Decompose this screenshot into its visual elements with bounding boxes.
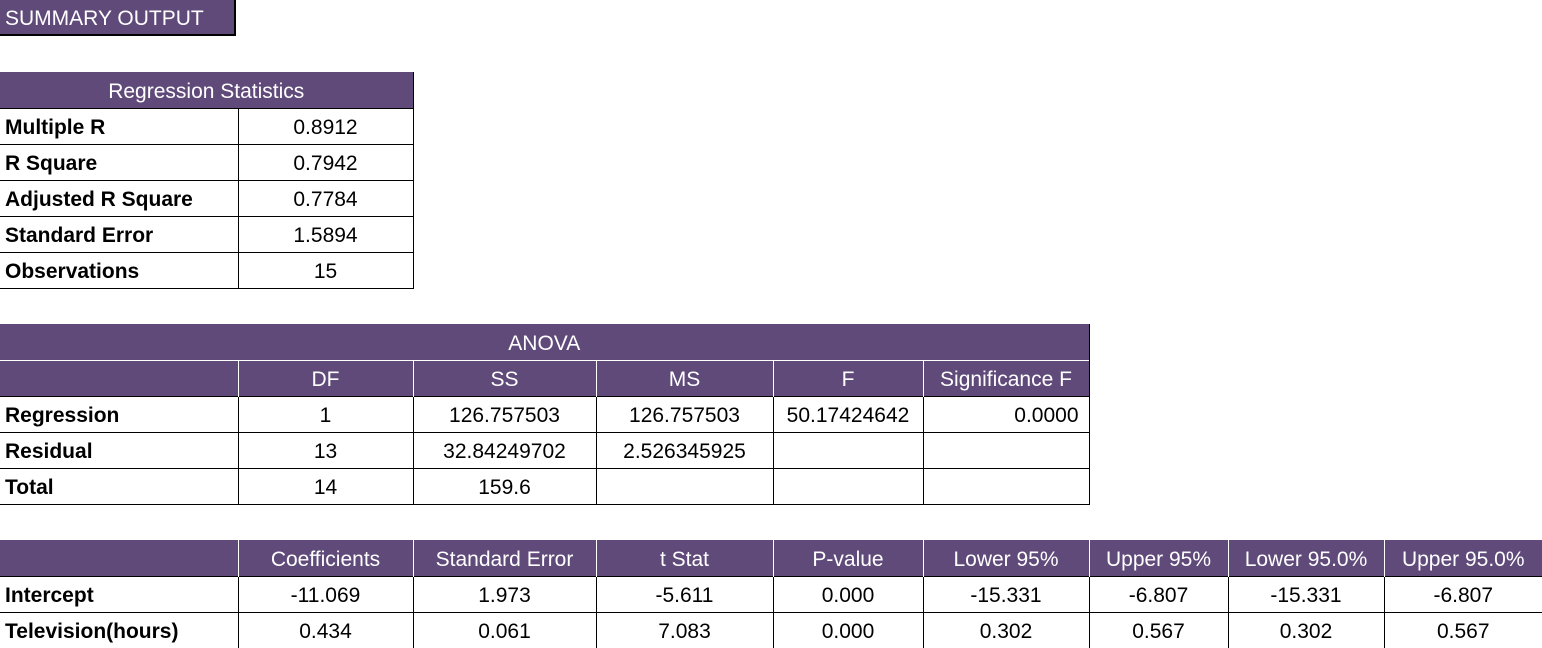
anova-cell bbox=[773, 468, 923, 504]
stat-label: Standard Error bbox=[0, 216, 238, 252]
anova-cell bbox=[773, 432, 923, 468]
anova-col-header: MS bbox=[596, 360, 773, 396]
stat-label: Observations bbox=[0, 252, 238, 288]
anova-cell: 2.526345925 bbox=[596, 432, 773, 468]
anova-row-label: Regression bbox=[0, 396, 238, 432]
table-row bbox=[0, 108, 413, 144]
coef-cell: 0.302 bbox=[923, 612, 1089, 648]
table-row bbox=[0, 396, 1089, 432]
anova-cell bbox=[923, 468, 1089, 504]
stat-label: Adjusted R Square bbox=[0, 180, 238, 216]
regression-statistics-header-row bbox=[0, 72, 413, 108]
table-row bbox=[0, 144, 413, 180]
coef-col-header: Coefficients bbox=[238, 540, 413, 576]
coef-cell: -6.807 bbox=[1384, 576, 1542, 612]
coefficients-corner-header bbox=[0, 540, 238, 576]
anova-cell: 126.757503 bbox=[596, 396, 773, 432]
table-row bbox=[0, 468, 1089, 504]
table-row bbox=[0, 612, 1542, 648]
anova-header-row bbox=[0, 360, 1089, 396]
anova-cell: 159.6 bbox=[413, 468, 596, 504]
coefficients-table bbox=[0, 540, 1542, 648]
stat-value: 1.5894 bbox=[238, 216, 413, 252]
coef-col-header: Lower 95% bbox=[923, 540, 1089, 576]
stat-value: 0.7942 bbox=[238, 144, 413, 180]
stat-label: R Square bbox=[0, 144, 238, 180]
coef-cell: 0.061 bbox=[413, 612, 596, 648]
anova-col-header: DF bbox=[238, 360, 413, 396]
table-row bbox=[0, 180, 413, 216]
anova-col-header: SS bbox=[413, 360, 596, 396]
anova-corner-header bbox=[0, 360, 238, 396]
coefficients-header-row bbox=[0, 540, 1542, 576]
anova-col-header: Significance F bbox=[923, 360, 1089, 396]
stat-label: Multiple R bbox=[0, 108, 238, 144]
regression-statistics-table bbox=[0, 72, 414, 289]
coef-col-header: Upper 95% bbox=[1089, 540, 1228, 576]
anova-title-row bbox=[0, 324, 1089, 360]
table-row bbox=[0, 252, 413, 288]
coef-row-label: Intercept bbox=[0, 576, 238, 612]
coef-cell: 0.302 bbox=[1228, 612, 1384, 648]
table-row bbox=[0, 432, 1089, 468]
coef-cell: -11.069 bbox=[238, 576, 413, 612]
anova-cell: 0.0000 bbox=[923, 396, 1089, 432]
coef-col-header: P-value bbox=[773, 540, 923, 576]
coef-cell: 7.083 bbox=[596, 612, 773, 648]
table-row bbox=[0, 576, 1542, 612]
coef-col-header: t Stat bbox=[596, 540, 773, 576]
anova-cell: 13 bbox=[238, 432, 413, 468]
coef-cell: 0.434 bbox=[238, 612, 413, 648]
anova-cell: 126.757503 bbox=[413, 396, 596, 432]
coef-col-header: Standard Error bbox=[413, 540, 596, 576]
anova-cell bbox=[923, 432, 1089, 468]
anova-cell: 14 bbox=[238, 468, 413, 504]
anova-cell bbox=[596, 468, 773, 504]
coef-cell: -15.331 bbox=[923, 576, 1089, 612]
anova-table bbox=[0, 324, 1090, 505]
anova-cell: 50.17424642 bbox=[773, 396, 923, 432]
anova-title: ANOVA bbox=[0, 324, 1089, 360]
anova-col-header: F bbox=[773, 360, 923, 396]
anova-cell: 32.84249702 bbox=[413, 432, 596, 468]
anova-row-label: Residual bbox=[0, 432, 238, 468]
regression-statistics-header: Regression Statistics bbox=[0, 72, 413, 108]
coef-row-label: Television(hours) bbox=[0, 612, 238, 648]
coef-cell: 0.000 bbox=[773, 612, 923, 648]
coef-cell: -6.807 bbox=[1089, 576, 1228, 612]
stat-value: 0.7784 bbox=[238, 180, 413, 216]
anova-cell: 1 bbox=[238, 396, 413, 432]
coef-cell: 0.567 bbox=[1384, 612, 1542, 648]
coef-cell: 0.000 bbox=[773, 576, 923, 612]
coef-cell: -15.331 bbox=[1228, 576, 1384, 612]
coef-col-header: Upper 95.0% bbox=[1384, 540, 1542, 576]
anova-row-label: Total bbox=[0, 468, 238, 504]
coef-cell: 0.567 bbox=[1089, 612, 1228, 648]
coef-cell: 1.973 bbox=[413, 576, 596, 612]
stat-value: 15 bbox=[238, 252, 413, 288]
coef-col-header: Lower 95.0% bbox=[1228, 540, 1384, 576]
summary-output-title: SUMMARY OUTPUT bbox=[0, 0, 236, 36]
table-row bbox=[0, 216, 413, 252]
stat-value: 0.8912 bbox=[238, 108, 413, 144]
coef-cell: -5.611 bbox=[596, 576, 773, 612]
